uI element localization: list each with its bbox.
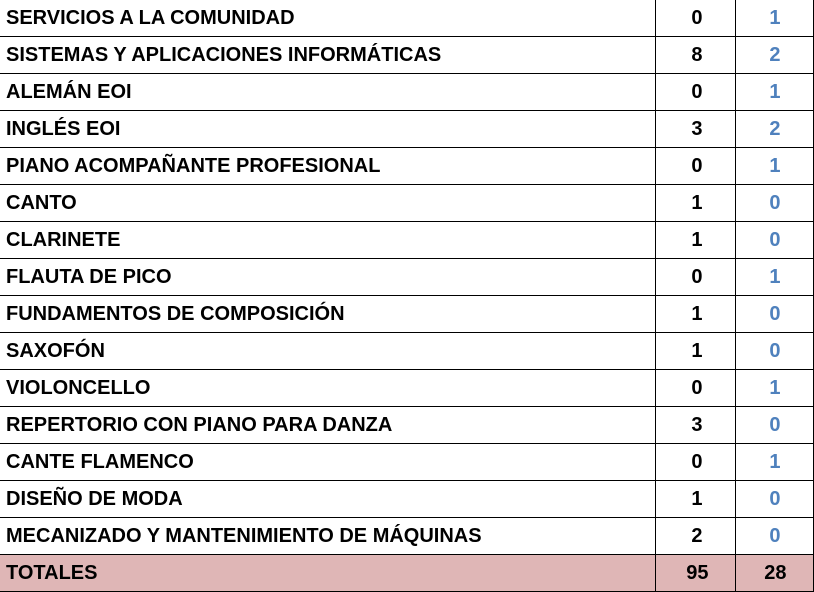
count-a-cell: 1 — [655, 296, 735, 333]
count-a-cell: 0 — [655, 74, 735, 111]
totals-b-cell: 28 — [735, 555, 813, 592]
totals-row — [0, 555, 813, 592]
count-a-cell: 1 — [655, 185, 735, 222]
table-row — [0, 185, 813, 222]
specialty-name-cell: VIOLONCELLO — [0, 370, 655, 407]
table-row — [0, 370, 813, 407]
table-row — [0, 37, 813, 74]
table-row — [0, 0, 813, 37]
count-b-cell: 0 — [735, 185, 813, 222]
totals-label-cell: TOTALES — [0, 555, 655, 592]
specialty-name-cell: CANTO — [0, 185, 655, 222]
count-b-cell: 1 — [735, 370, 813, 407]
count-a-cell: 1 — [655, 333, 735, 370]
specialty-name-cell: CLARINETE — [0, 222, 655, 259]
count-a-cell: 0 — [655, 370, 735, 407]
specialty-name-cell: PIANO ACOMPAÑANTE PROFESIONAL — [0, 148, 655, 185]
count-a-cell: 0 — [655, 0, 735, 37]
specialty-name-cell: SISTEMAS Y APLICACIONES INFORMÁTICAS — [0, 37, 655, 74]
specialty-name-cell: ALEMÁN EOI — [0, 74, 655, 111]
table-row — [0, 407, 813, 444]
count-b-cell: 1 — [735, 259, 813, 296]
count-a-cell: 3 — [655, 407, 735, 444]
count-a-cell: 8 — [655, 37, 735, 74]
count-b-cell: 1 — [735, 74, 813, 111]
count-a-cell: 0 — [655, 148, 735, 185]
count-b-cell: 1 — [735, 0, 813, 37]
count-b-cell: 0 — [735, 296, 813, 333]
count-a-cell: 0 — [655, 444, 735, 481]
table-row — [0, 444, 813, 481]
count-b-cell: 0 — [735, 333, 813, 370]
table-row — [0, 518, 813, 555]
table-row — [0, 148, 813, 185]
totals-a-cell: 95 — [655, 555, 735, 592]
count-b-cell: 0 — [735, 222, 813, 259]
count-b-cell: 1 — [735, 148, 813, 185]
count-b-cell: 2 — [735, 37, 813, 74]
specialty-name-cell: REPERTORIO CON PIANO PARA DANZA — [0, 407, 655, 444]
table-row — [0, 481, 813, 518]
specialty-name-cell: CANTE FLAMENCO — [0, 444, 655, 481]
specialty-name-cell: SAXOFÓN — [0, 333, 655, 370]
count-b-cell: 0 — [735, 407, 813, 444]
count-b-cell: 0 — [735, 481, 813, 518]
specialty-name-cell: DISEÑO DE MODA — [0, 481, 655, 518]
table-row — [0, 296, 813, 333]
table-row — [0, 222, 813, 259]
specialty-name-cell: MECANIZADO Y MANTENIMIENTO DE MÁQUINAS — [0, 518, 655, 555]
table-row — [0, 111, 813, 148]
specialty-name-cell: FLAUTA DE PICO — [0, 259, 655, 296]
count-a-cell: 2 — [655, 518, 735, 555]
table-row — [0, 259, 813, 296]
count-a-cell: 0 — [655, 259, 735, 296]
count-b-cell: 2 — [735, 111, 813, 148]
specialty-name-cell: FUNDAMENTOS DE COMPOSICIÓN — [0, 296, 655, 333]
specialty-name-cell: INGLÉS EOI — [0, 111, 655, 148]
table-row — [0, 74, 813, 111]
table-row — [0, 333, 813, 370]
count-a-cell: 3 — [655, 111, 735, 148]
count-a-cell: 1 — [655, 481, 735, 518]
count-b-cell: 0 — [735, 518, 813, 555]
count-b-cell: 1 — [735, 444, 813, 481]
specialty-name-cell: SERVICIOS A LA COMUNIDAD — [0, 0, 655, 37]
count-a-cell: 1 — [655, 222, 735, 259]
